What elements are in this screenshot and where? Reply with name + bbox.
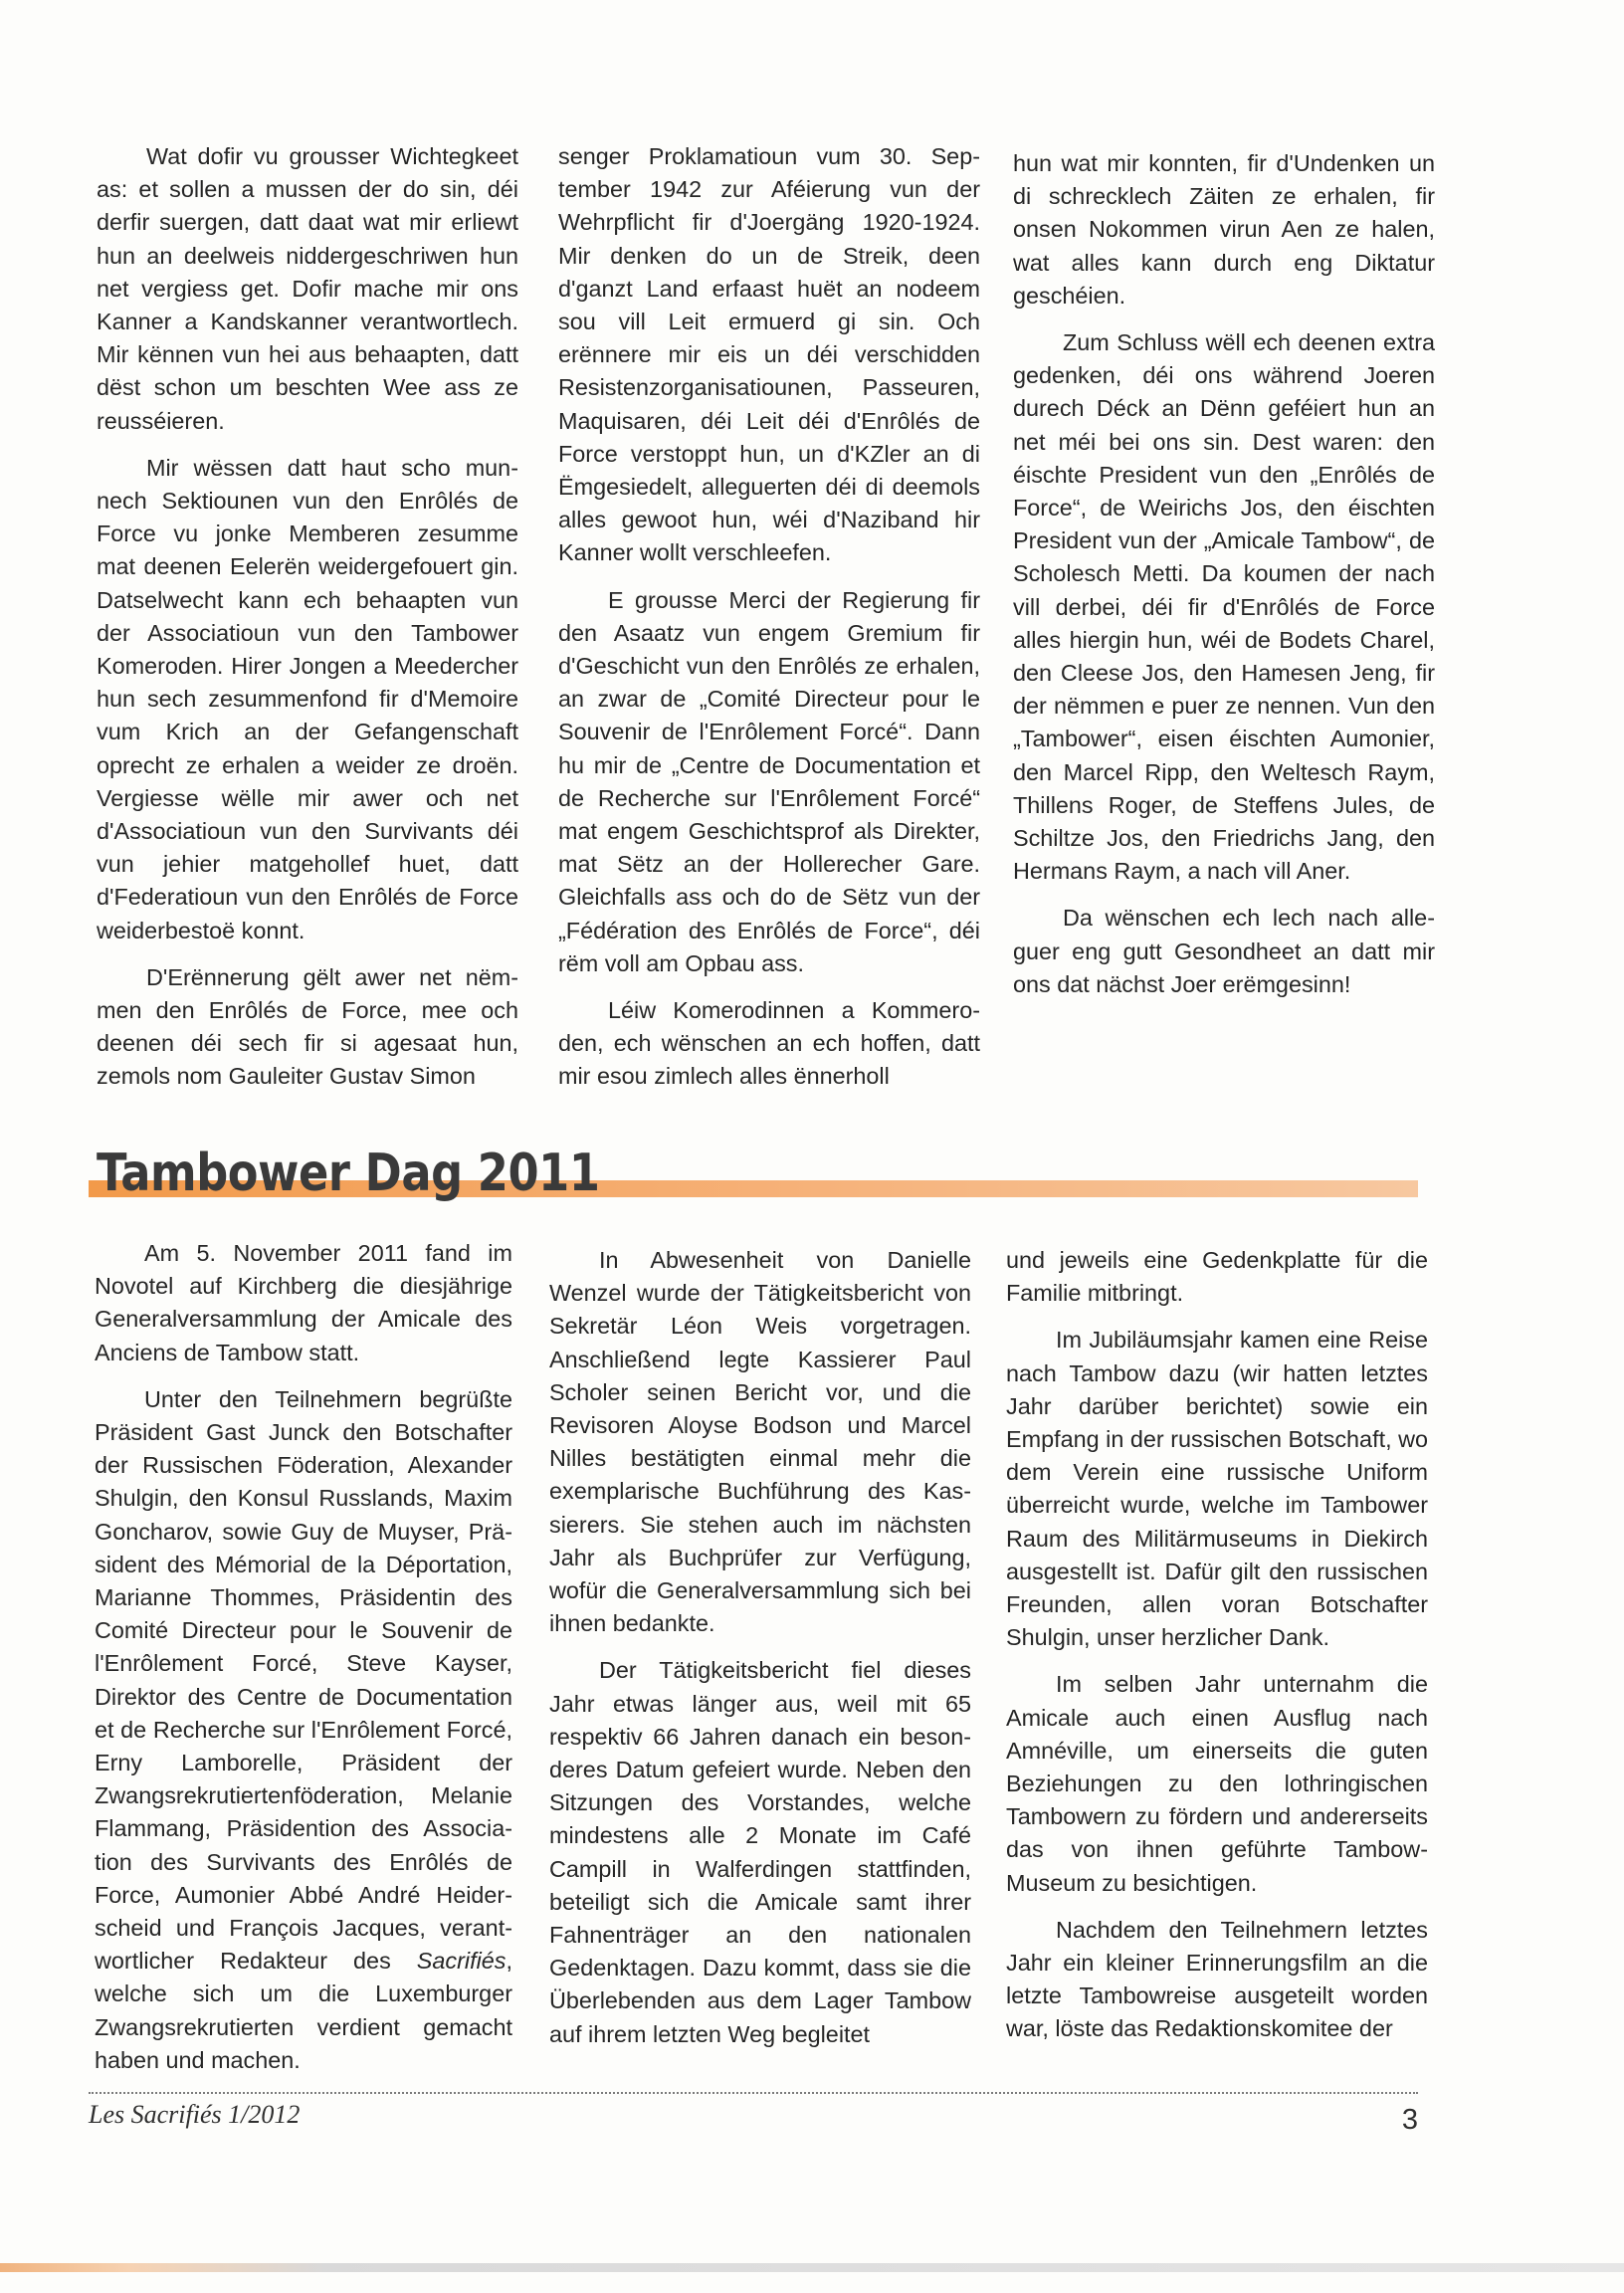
page-number: 3 — [1401, 2104, 1418, 2136]
paragraph: Léiw Komerodinnen a Kommeroden, ech wënschen an ech hoffen, datt mir esou zimlech alles ënnerholl — [558, 997, 980, 1090]
section-headline — [89, 1138, 1418, 1207]
publication-name: Sacrifiés — [416, 1948, 507, 1975]
paragraph: Im Jubiläumsjahr kamen eine Reise nach Tambow dazu (wir hatten letztes Jahr darüber berichtet) sowie ein Empfang in der russischen Botschaft, wo dem Verein eine russische Uniform überreicht wurde, welche im Tambower Raum des Militärmuseums in Diekirch ausgestellt ist. Dafür gilt den russischen Freunden, allen voran Botschafter Shulgin, unser herzlicher Dank. — [1006, 1327, 1428, 1651]
paragraph: Am 5. November 2011 fand im Novotel auf Kirchberg die diesjährige Generalversammlung der Amicale des Anciens de Tambow statt. — [95, 1240, 512, 1365]
bottom-color-band — [0, 2263, 1624, 2272]
paragraph: Nachdem den Teilnehmern letztes Jahr ein kleiner Erinnerungsfilm an die letzte Tambowreise ausgeteilt worden war, löste das Redaktionskomitee der — [1006, 1916, 1428, 2042]
paragraph: senger Proklamatioun vum 30. September 1942 zur Aféierung vun der Wehrpflicht fir d'Joergäng 1920-1924. Mir denken do un de Streik, deen d'ganzt Land erfaast huët an nodeem sou vill Leit ermuerd gi sin. Och erënnere mir eis un déi verschidden Resistenzorganisatiounen, Passeuren, Maquisaren, déi Leit déi d'Enrôlés de Force verstoppt hun, un d'KZler an di Ëmgesiedelt, alleguerten déi di deemols alles gewoot hun, wéi d'Naziband hir Kanner wollt verschleefen. — [558, 143, 980, 566]
top-article-column-1 — [97, 140, 518, 1108]
paragraph: Mir wëssen datt haut scho munnech Sektiounen vun den Enrôlés de Force vu jonke Memberen zesumme mat deenen Eelerën weidergefouert gin. Datselwecht kann ech behaapten vun der Associatioun vun den Tambower Komeroden. Hirer Jongen a Meedercher hun sech zesummenfond fir d'Memoire vum Krich an der Gefangenschaft oprecht ze erhalen a weider ze droën. Vergiesse wëlle mir awer och net d'Associatioun vun den Survivants déi vun jehier matgehollef huet, datt d'Federatioun vun den Enrôlés de Force weiderbestoë konnt. — [97, 454, 518, 943]
paragraph: Da wënschen ech lech nach alleguer eng gutt Gesondheet an datt mir ons dat nächst Joer erëmgesinn! — [1013, 905, 1435, 997]
paragraph: hun wat mir konnten, fir d'Undenken un di schrecklech Zäiten ze erhalen, fir onsen Nokommen virun Aen ze halen, wat alles kann durch eng Diktatur geschéien. — [1013, 150, 1435, 309]
paragraph: Im selben Jahr unternahm die Amicale auch einen Ausflug nach Amnéville, um einerseits die guten Beziehungen zu den lothringischen Tambowern zu fördern und andererseits das von ihnen geführte Tambow-Museum zu besichtigen. — [1006, 1671, 1428, 1896]
footer-divider — [89, 2092, 1418, 2094]
paragraph: In Abwesenheit von Danielle Wenzel wurde der Tätigkeitsbericht von Sekretär Léon Weis vorgetragen. Anschließend legte Kassierer Paul Scholer seinen Bericht vor, und die Revisoren Aloyse Bodson und Marcel Nilles bestätigten einmal mehr die exemplarische Buchführung des Kassierers. Sie stehen auch im nächsten Jahr als Buchprüfer zur Verfügung, wofür die Generalversammlung sich bei ihnen bedankte. — [549, 1247, 971, 1637]
paragraph: und jeweils eine Gedenkplatte für die Familie mitbringt. — [1006, 1247, 1428, 1307]
top-article-column-2 — [558, 140, 980, 1108]
headline-title: Tambower Dag 2011 — [97, 1144, 600, 1203]
paragraph-text: Unter den Teilnehmern begrüßte Präsident Gast Junck den Botschafter der Russischen Föderation, Alexander Shulgin, den Konsul Russlands, Maxim Goncharov, sowie Guy de Muyser, Präsident des Mémorial de la Déportation, Marianne Thommes, Präsidentin des Comité Directeur pour le Souvenir de l'Enrôlement Forcé, Steve Kayser, Direktor des Centre de Documentation et de Recherche sur l'Enrôlement Forcé, Erny Lamborelle, Präsident der Zwangsrekrutiertenföderation, Melanie Flammang, Präsidention des Association des Survivants des Enrôlés de Force, Aumonier Abbé André Heiderscheid und François Jacques, verantwortlicher Redakteur des — [95, 1385, 512, 1975]
paragraph: D'Erënnerung gëlt awer net nëmmen den Enrôlés de Force, mee och deenen déi sech fir si agesaat hun, zemols nom Gauleiter Gustav Simon — [97, 963, 518, 1090]
top-article-column-3 — [1013, 147, 1435, 1015]
bottom-article-column-2 — [549, 1244, 971, 2065]
bottom-article-column-3 — [1006, 1244, 1428, 2060]
paragraph — [95, 1383, 512, 2077]
footer-publication: Les Sacrifiés 1/2012 — [89, 2100, 301, 2129]
paragraph: Zum Schluss wëll ech deenen extra gedenken, déi ons während Joeren durech Déck an Dënn geféiert hun an net méi bei ons sin. Dest waren: den éischte President vun den „Enrôlés de Force“, de Weirichs Jos, den éischten President vun der „Amicale Tambow“, de Scholesch Metti. Da koumen der nach vill derbei, déi fir d'Enrôlés de Force alles hiergin hun, wéi de Bodets Charel, den Cleese Jos, den Hamesen Jeng, fir der nëmmen e puer ze nennen. Vun den „Tambower“, eisen éischten Aumonier, den Marcel Ripp, den Weltesch Raym, Thillens Roger, de Steffens Jules, de Schiltze Jos, den Friedrichs Jang, den Hermans Raym, a nach vill Aner. — [1013, 329, 1435, 885]
bottom-article-column-1 — [95, 1237, 512, 2091]
paragraph-text: , welche sich um die Luxemburger Zwangsrekrutierten verdient gemacht haben und machen. — [95, 1948, 512, 2073]
paragraph: Wat dofir vu grousser Wichtegkeet as: et sollen a mussen der do sin, déi derfir suergen, datt daat wat mir erliewt hun an deelweis niddergeschriwen hun net vergiess get. Dofir mache mir ons Kanner a Kandskanner verantwortlech. Mir kënnen vun hei aus behaapten, datt dëst schon um beschten Wee ass ze reusséieren. — [97, 143, 518, 434]
paragraph: Der Tätigkeitsbericht fiel dieses Jahr etwas länger aus, weil mit 65 respektiv 66 Jahren danach ein besonderes Datum gefeiert wurde. Neben den Sitzungen des Vorstandes, welche mindestens alle 2 Monate im Café Campill in Walferdingen stattfinden, beteiligt sich die Amicale samt ihrer Fahnenträger an den nationalen Gedenktagen. Dazu kommt, dass sie die Überlebenden aus dem Lager Tambow auf ihrem letzten Weg begleitet — [549, 1657, 971, 2047]
paragraph: E grousse Merci der Regierung fir den Asaatz vun engem Gremium fir d'Geschicht vun den Enrôlés ze erhalen, an zwar de „Comité Directeur pour le Souvenir de l'Enrôlement Forcé“. Dann hu mir de „Centre de Documentation et de Recherche sur l'Enrôlement Forcé“ mat engem Geschichtsprof als Direkter, mat Sëtz an der Hollerecher Gare. Gleichfalls ass och do de Sëtz vun der „Fédération des Enrôlés de Force“, déi rëm voll am Opbau ass. — [558, 586, 980, 976]
